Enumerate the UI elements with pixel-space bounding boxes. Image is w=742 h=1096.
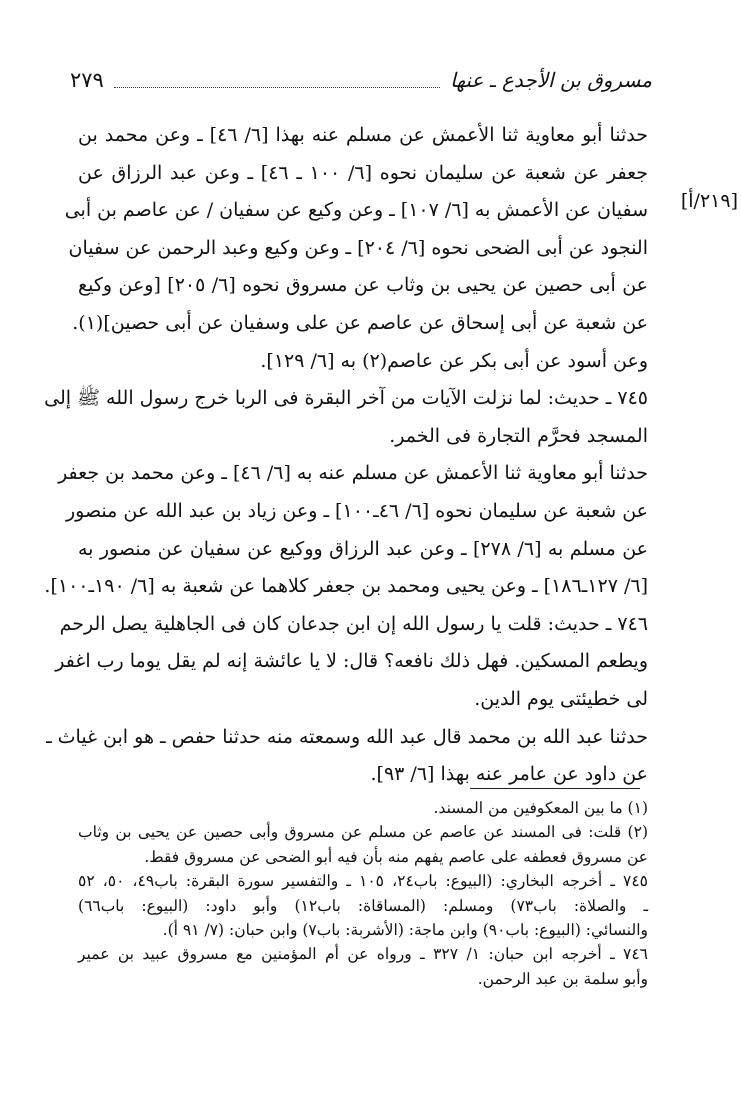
body-line: المسجد فحرَّم التجارة فى الخمر.: [389, 424, 648, 447]
page-number: ٢٧٩: [70, 68, 104, 92]
body-line: حدثنا عبد الله بن محمد قال عبد الله وسمعته منه حدثنا حفص ـ هو ابن غياث ـ: [46, 725, 648, 748]
footnote-line: ـ والصلاة: باب٧٣) ومسلم: (المساقاة: باب١٢) وأبو داود: (البيوع: باب٦٦): [78, 896, 648, 915]
body-line: عن داود عن عامر عنه بهذا [٦/ ٩٣].: [370, 763, 648, 786]
body-line: ٧٤٥ ـ حديث: لما نزلت الآيات من آخر البقرة فى الربا خرج رسول الله ﷺ إلى: [44, 387, 648, 410]
body-line: وعن أسود عن أبى بكر عن عاصم(٢) به [٦/ ١٢٩].: [260, 349, 648, 372]
body-line: ويطعم المسكين. فهل ذلك نافعه؟ قال: لا يا عائشة إنه لم يقل يوما رب اغفر: [55, 650, 648, 673]
body-line: حدثنا أبو معاوية ثنا الأعمش عن مسلم عنه به [٦/ ٤٦] ـ وعن محمد بن جعفر: [58, 462, 648, 485]
footnote-line: (١) ما بين المعكوفين من المسند.: [433, 799, 648, 817]
body-line: حدثنا أبو معاوية ثنا الأعمش عن مسلم عنه بهذا [٦/ ٤٦] ـ وعن محمد بن: [78, 124, 648, 146]
body-line: ٧٤٦ ـ حديث: قلت يا رسول الله إن ابن جدعان كان فى الجاهلية يصل الرحم: [59, 612, 648, 635]
body-line: لى خطيئتى يوم الدين.: [474, 687, 648, 710]
body-line: عن شعبة عن سليمان نحوه [٦/ ٤٦ـ١٠٠] ـ وعن زياد بن عبد الله عن منصور: [65, 499, 648, 522]
footnotes: [78, 796, 648, 991]
margin-folio-reference: [٢١٩/أ]: [680, 190, 738, 212]
body-line: جعفر عن شعبة عن سليمان نحوه [٦/ ١٠٠ ـ ٤٦] ـ وعن عبد الرزاق عن: [78, 161, 648, 184]
body-line: سفيان عن الأعمش به [٦/ ١٠٧] ـ وعن وكيع عن سفيان / عن عاصم بن أبى: [64, 199, 648, 222]
footnote-line: ٧٤٦ ـ أخرجه ابن حبان: ١/ ٣٢٧ ـ ورواه عن أم المؤمنين مع مسروق عبيد بن عمير: [78, 945, 649, 964]
main-text: [44, 117, 648, 794]
chapter-title: مسروق بن الأجدع ـ عنها: [450, 68, 652, 92]
footnote-line: وأبو سلمة بن عبد الرحمن.: [477, 969, 648, 988]
footnote-line: والنسائي: (البيوع: باب٩٠) وابن ماجة: (الأشربة: باب٧) وابن حبان: (٧/ ٩١ أ).: [162, 920, 648, 939]
body-line: عن مسلم به [٦/ ٢٧٨] ـ وعن عبد الرزاق ووكيع عن سفيان عن منصور به: [78, 537, 648, 560]
body-line: عن شعبة عن أبى إسحاق عن عاصم عن على وسفيان عن أبى حصين](١).: [72, 311, 648, 334]
footnote-line: عن مسروق فعطفه على عاصم يفهم منه بأن فيه أبو الضحى عن مسروق فقط.: [144, 847, 648, 866]
footnote-line: (٢) قلت: فى المسند عن عاصم عن مسلم عن مسروق وأبى حصين عن يحيى بن وثاب: [78, 823, 648, 842]
body-line: [٦/ ١٢٧ـ١٨٦] ـ وعن يحيى ومحمد بن جعفر كلاهما عن شعبة به [٦/ ١٩٠ـ١٠٠].: [44, 575, 648, 598]
header-dotted-rule: [114, 73, 440, 88]
footnote-separator: [470, 788, 640, 789]
body-line: عن أبى حصين عن يحيى بن وثاب عن مسروق نحوه [٦/ ٢٠٥] [وعن وكيع: [78, 274, 648, 297]
body-line: النجود عن أبى الضحى نحوه [٦/ ٢٠٤] ـ وعن وكيع وعبد الرحمن عن سفيان: [68, 236, 648, 259]
running-header: [70, 60, 652, 100]
footnote-line: ٧٤٥ ـ أخرجه البخاري: (البيوع: باب٢٤، ١٠٥ ـ والتفسير سورة البقرة: باب٤٩، ٥٠، ٥٢: [78, 872, 648, 891]
